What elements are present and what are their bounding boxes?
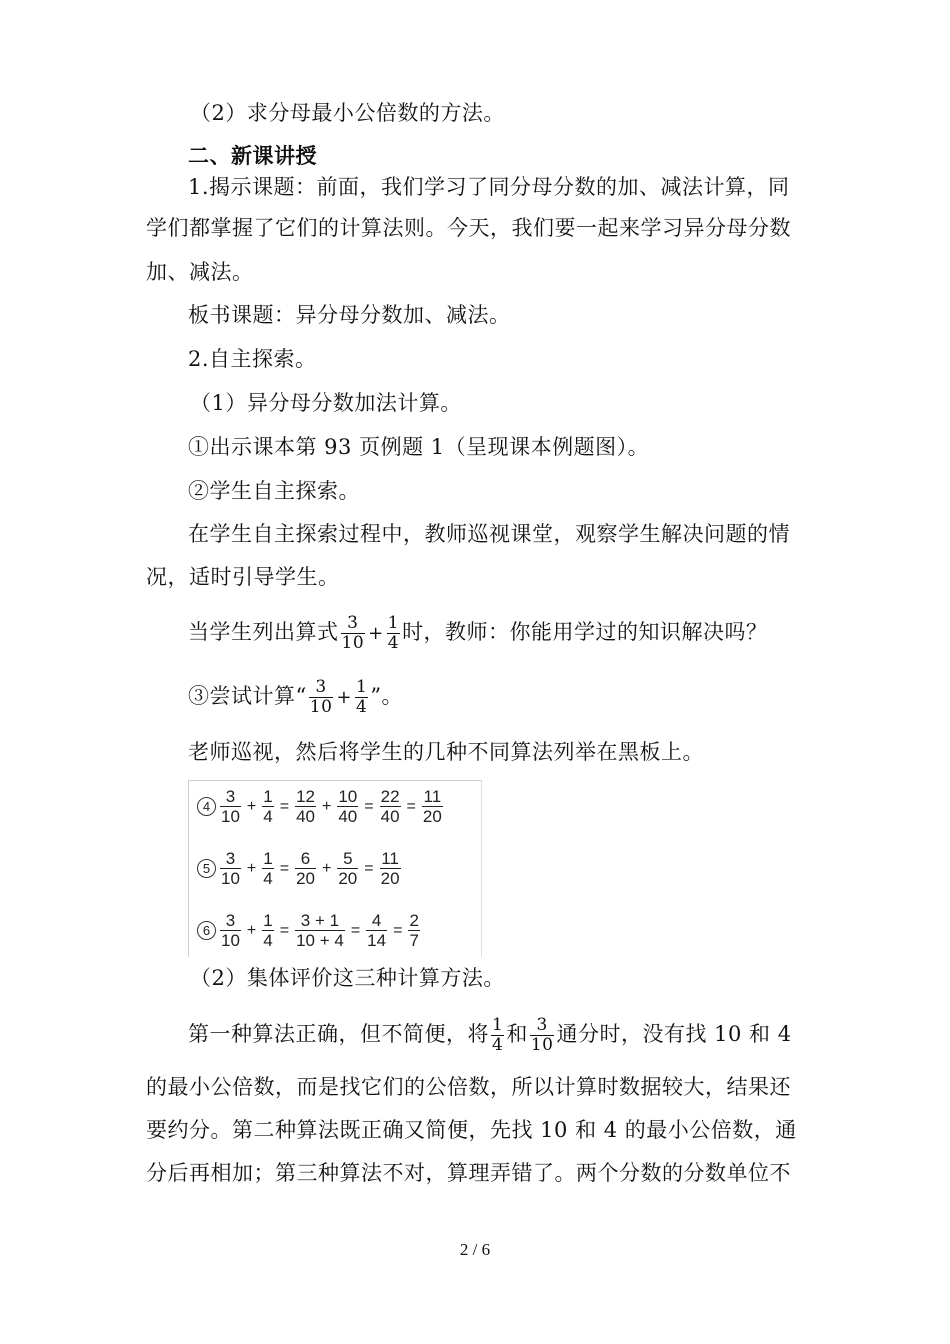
section-heading: 二、新课讲授 [188,143,317,168]
denominator: 10 + 4 [296,931,344,950]
numerator: 11 [423,787,442,806]
equals-sign: = [364,859,374,877]
numerator: 1 [387,613,400,633]
method-4-equation [197,787,445,826]
denominator: 4 [263,807,273,826]
denominator: 40 [338,807,358,826]
fraction [220,787,241,826]
text-line: 板书课题：异分母分数加、减法。 [188,303,511,327]
denominator: 10 [221,807,240,826]
text-line: （2）集体评价这三种计算方法。 [190,966,505,990]
numerator: 1 [355,677,368,697]
plus-sign: + [246,859,257,877]
denominator: 4 [263,931,273,950]
fraction [262,849,273,888]
text-span: 和 [506,1022,528,1046]
numerator: 22 [380,787,400,806]
text-span: 时，教师：你能用学过的知识解决吗？ [402,620,768,644]
equals-sign: = [350,921,361,939]
fraction [355,678,368,717]
denominator: 4 [492,1035,504,1055]
fraction [341,614,366,653]
text-line: 要约分。第二种算法既正确又简便，先找 10 和 4 的最小公倍数，通 [146,1118,797,1142]
method-5-equation [197,849,403,888]
denominator: 10 [530,1035,554,1055]
equals-sign: = [364,797,374,815]
text-line: 况，适时引导学生。 [146,565,340,589]
fraction [295,911,345,950]
plus-sign: + [336,687,352,708]
denominator: 20 [422,807,442,826]
numerator: 4 [371,911,382,930]
numerator: 3 [347,613,359,633]
equals-sign: = [279,859,290,877]
fraction [309,678,334,717]
denominator: 20 [380,869,400,888]
text-line: 加、减法。 [146,260,254,284]
text-line: （2）求分母最小公倍数的方法。 [190,101,505,125]
plus-sign: + [322,859,332,877]
text-line: 2.自主探索。 [188,347,317,371]
circled-number: 5 [197,859,216,878]
numerator: 1 [263,849,273,868]
denominator: 4 [387,633,400,653]
equals-sign: = [393,921,403,939]
fraction [262,787,273,826]
fraction [295,787,316,826]
text-line: 分后再相加；第三种算法不对，算理弄错了。两个分数的分数单位不 [146,1161,791,1185]
plus-sign: + [322,797,332,815]
denominator: 20 [338,869,358,888]
fraction [387,614,400,653]
fraction [337,787,358,826]
denominator: 10 [309,697,333,717]
text-span: ”。 [370,684,404,708]
denominator: 10 [221,869,240,888]
fraction [380,787,401,826]
numerator: 2 [409,911,419,930]
denominator: 10 [221,931,240,950]
numerator: 3 [536,1015,548,1035]
text-span: 当学生列出算式 [188,620,339,644]
fraction [422,787,443,826]
denominator: 7 [409,931,419,950]
text-span: 第一种算法正确，但不简便，将 [188,1022,489,1046]
fraction [220,911,241,950]
plus-sign: + [368,623,384,644]
numerator: 3 [225,787,236,806]
text-line: 1.揭示课题：前面，我们学习了同分母分数的加、减法计算，同 [188,175,790,199]
denominator: 4 [355,697,368,717]
numerator: 11 [381,849,399,868]
equals-sign: = [406,797,416,815]
text-line: 老师巡视，然后将学生的几种不同算法列举在黑板上。 [188,740,704,764]
numerator: 6 [300,849,311,868]
circled-number: 6 [197,921,216,940]
blackboard-methods-image [188,780,482,957]
page-number: 2 / 6 [459,1240,491,1259]
text-span: 通分时，没有找 10 和 4 [556,1022,792,1046]
numerator: 3 [225,911,236,930]
numerator: 10 [338,787,358,806]
text-line: （1）异分母分数加法计算。 [190,391,462,415]
numerator: 1 [492,1015,504,1035]
numerator: 1 [263,787,273,806]
equals-sign: = [279,921,290,939]
numerator: 1 [263,911,273,930]
equals-sign: = [279,797,290,815]
fraction [380,849,401,888]
denominator: 14 [367,931,387,950]
text-line-with-formula [188,610,768,656]
numerator: 3 [225,849,236,868]
fraction [408,911,419,950]
text-line-with-formula [188,1012,792,1056]
denominator: 40 [296,807,315,826]
denominator: 10 [341,633,365,653]
text-line: ②学生自主探索。 [188,479,360,503]
numerator: 3 + 1 [300,911,340,930]
numerator: 12 [296,787,315,806]
denominator: 4 [263,869,273,888]
fraction [491,1016,504,1055]
plus-sign: + [246,797,257,815]
text-line: ①出示课本第 93 页例题 1（呈现课本例题图）。 [188,435,650,459]
numerator: 3 [315,677,327,697]
method-6-equation [197,911,422,950]
denominator: 40 [380,807,400,826]
text-line: 的最小公倍数，而是找它们的公倍数，所以计算时数据较大，结果还 [146,1075,791,1099]
fraction [337,849,358,888]
text-line: 学们都掌握了它们的计算法则。今天，我们要一起来学习异分母分数 [146,216,791,240]
fraction [220,849,241,888]
text-span: ③尝试计算“ [188,684,307,708]
fraction [366,911,387,950]
text-line: 在学生自主探索过程中，教师巡视课堂，观察学生解决问题的情 [188,522,790,546]
fraction [262,911,273,950]
fraction [295,849,316,888]
text-line-with-formula [188,674,403,720]
denominator: 20 [296,869,315,888]
numerator: 5 [343,849,353,868]
fraction [530,1016,555,1055]
plus-sign: + [246,921,257,939]
circled-number: 4 [197,797,216,816]
